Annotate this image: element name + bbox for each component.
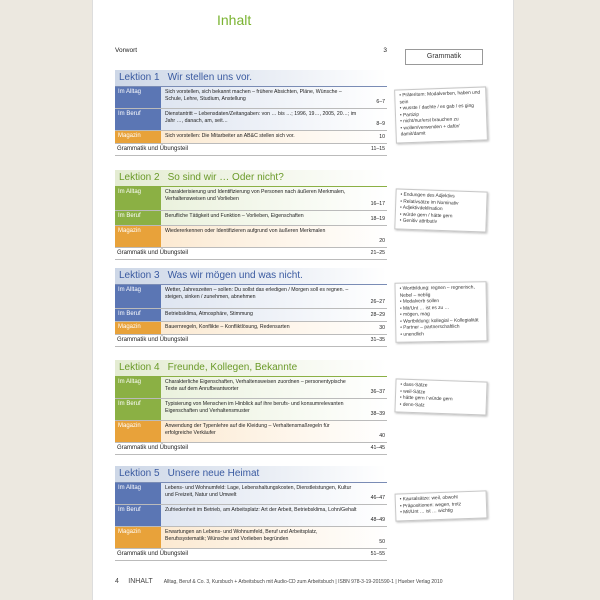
lektion-1 [115,70,387,156]
grammar-note-item: • wusste / dachte / es gab / es ging [400,104,482,113]
grammar-note-item: • Endungen des Adjektivs [400,193,482,202]
row-im-beruf[interactable] [115,109,387,131]
row-magazin[interactable] [115,527,387,549]
row-label: Im Alltag [115,87,161,108]
row-text: Grammatik und Übungsteil [117,551,189,557]
grammar-note-item: • Präpositionen: wegen, trotz [400,501,482,510]
row-page: 48–49 [370,517,385,523]
row-magazin[interactable] [115,226,387,248]
page-footer [115,578,495,585]
lektion-3 [115,268,387,347]
grammar-note-item: • Partner – partnerschaftlich [400,324,482,332]
row-im-alltag[interactable] [115,483,387,505]
row-label: Im Beruf [115,109,161,130]
row-text: Charakterliche Eigenschaften, Verhaltensweisen zuordnen – personentypische Texte auf dem Anrufbeantworter [165,379,346,392]
row-label: Im Beruf [115,211,161,225]
grammar-note-item: • Mit/Unt … ist es zu … [400,305,482,313]
grammar-note-item: • Präteritum: Modalverben, haben und sein [399,91,481,107]
row-im-alltag[interactable] [115,377,387,399]
grammar-note-item: • unendlich [400,331,482,339]
row-text: Grammatik und Übungsteil [117,146,189,152]
lektion-title: Was wir mögen und was nicht. [167,270,303,281]
row-text: Grammatik und Übungsteil [117,337,189,343]
row-page: 41–45 [370,445,385,451]
grammar-note-item: • denn-Satz [400,402,482,411]
lektion-number: Lektion 5 [119,468,160,479]
row-label: Im Alltag [115,187,161,210]
grammar-note-item: • Genitiv attributiv [399,219,481,228]
row-page: 11–15 [370,146,385,152]
vorwort-label: Vorwort [115,47,138,54]
row-im-beruf[interactable] [115,505,387,527]
row-page: 30 [379,325,385,331]
lektion-title: So sind wir … Oder nicht? [167,172,284,183]
row-text: Grammatik und Übungsteil [117,250,189,256]
grammar-note-4 [394,378,487,415]
row-label: Im Beruf [115,309,161,321]
row-label: Magazin [115,226,161,247]
row-label: Magazin [115,322,161,334]
row-text: Grammatik und Übungsteil [117,445,189,451]
row-text: Anwendung der Typenlehre auf die Kleidung – Verhaltensmaßregeln für erfolgreiche Verkäufer [165,423,330,436]
grammar-note-item: • Mit/Unt … ist … wichtig [400,508,482,517]
row-im-alltag[interactable] [115,87,387,109]
grammar-note-item: • Modalverb sollen [400,298,482,306]
row-page: 21–25 [370,250,385,256]
row-page: 40 [379,433,385,439]
row-magazin[interactable] [115,131,387,144]
lektion-header[interactable] [115,360,387,377]
row-label: Im Beruf [115,505,161,526]
lektion-title: Wir stellen uns vor. [167,72,253,83]
grammar-note-item: • nicht/nur/erst brauchen zu [400,117,482,126]
grammar-note-1 [394,86,488,143]
page-number: 4 [115,578,119,585]
grammar-note-3 [394,281,487,343]
row-magazin[interactable] [115,421,387,443]
grammar-note-item: • mögen, mag [400,311,482,319]
lektion-4 [115,360,387,455]
row-page: 31–35 [370,337,385,343]
row-text: Lebens- und Wohnumfeld: Lage, Lebenshaltungskosten, Dienstleistungen, Kultur und Freizeit, Natur und Umwelt [165,485,352,498]
row-text: Betriebsklima, Atmosphäre, Stimmung [165,311,253,317]
lektion-number: Lektion 1 [119,72,160,83]
row-text: Sich vorstellen, sich bekannt machen – frühere Absichten, Pläne, Wünsche – Schule, Lehre, Studium, Anstellung [165,89,342,102]
row-label: Magazin [115,527,161,548]
grammar-note-item: • Adjektivdeklination [400,206,482,215]
grammar-note-item: • weil-Sätze [400,389,482,398]
row-text: Berufliche Tätigkeit und Funktion – Vorlieben, Eigenschaften [165,213,304,219]
row-page: 20 [379,238,385,244]
lektion-5 [115,466,387,561]
row-text: Wiedererkennen oder Identifizieren aufgrund von äußeren Merkmalen [165,228,326,234]
row-im-alltag[interactable] [115,187,387,211]
row-label: Im Alltag [115,483,161,504]
row-text: Bauernregeln, Konflikte – Konfliktlösung, Redensarten [165,324,290,330]
row-page: 46–47 [370,495,385,501]
row-grammatik[interactable] [115,144,387,156]
credit-line: Alltag, Beruf & Co. 3, Kursbuch + Arbeitsbuch mit Audio-CD zum Arbeitsbuch | ISBN 978-3-19-201590-1 | Hueber Verlag 2010 [163,579,443,585]
grammar-note-item: • hätte gern / würde gern [400,396,482,405]
row-im-beruf[interactable] [115,309,387,322]
grammar-note-item: • Partizip [400,110,482,119]
grammar-note-item: • Relativsätze im Nominativ [400,199,482,208]
row-page: 6–7 [376,99,385,105]
grammatik-header: Grammatik [405,49,483,65]
row-im-beruf[interactable] [115,399,387,421]
row-im-beruf[interactable] [115,211,387,226]
row-page: 36–37 [370,389,385,395]
row-text: Charakterisierung und Identifizierung von Personen nach äußeren Merkmalen, Verhaltensweisen und Vorlieben [165,189,346,202]
row-page: 26–27 [370,299,385,305]
row-grammatik[interactable] [115,335,387,347]
row-page: 18–19 [370,216,385,222]
grammar-note-item: • Wortbildung: kollegial – Kollegialität [400,318,482,326]
row-text: Sich vorstellen: Die Mitarbeiter an AB&C stellen sich vor. [165,133,295,139]
lektion-header[interactable] [115,170,387,187]
lektion-header[interactable] [115,70,387,87]
lektion-2 [115,170,387,260]
grammar-note-item: • wollen/verwenden + dafür/ damit/damit [400,123,482,139]
page-title: Inhalt [217,12,252,28]
row-grammatik[interactable] [115,443,387,455]
row-page: 8–9 [376,121,385,127]
row-text: Dienstantritt – Lebensdaten/Zeitangaben: von … bis …; 1996, 19…, 2005, 20…; im Jahr …, danach, am, seit… [165,111,357,124]
row-page: 10 [379,134,385,140]
row-magazin[interactable] [115,322,387,335]
row-label: Magazin [115,131,161,143]
row-grammatik[interactable] [115,549,387,561]
document-page [92,0,514,600]
row-label: Magazin [115,421,161,442]
grammar-note-item: • dass-Sätze [400,383,482,392]
lektion-header[interactable] [115,466,387,483]
row-page: 38–39 [370,411,385,417]
row-text: Typisierung von Menschen im Hinblick auf ihre berufs- und konsumrelevanten Eigenschaften und Verhaltensmuster [165,401,344,414]
grammar-note-2 [394,188,487,232]
grammar-note-item: • Wortbildung: regnen – regnerisch, Nebel – neblig [400,285,482,299]
grammar-note-5 [395,490,488,521]
lektion-title: Unsere neue Heimat [167,468,260,479]
row-text: Zufriedenheit im Betrieb, am Arbeitsplatz: Art der Arbeit, Betriebsklima, Lohn/Gehalt [165,507,357,513]
row-page: 28–29 [370,312,385,318]
lektion-number: Lektion 3 [119,270,160,281]
row-label: Im Beruf [115,399,161,420]
lektion-number: Lektion 4 [119,362,160,373]
vorwort-page: 3 [383,47,387,54]
vorwort-entry[interactable] [115,47,387,54]
grammar-note-item: • würde gern / hätte gern [400,212,482,221]
section-label: INHALT [128,578,153,585]
lektion-header[interactable] [115,268,387,285]
lektion-number: Lektion 2 [119,172,160,183]
row-page: 16–17 [370,201,385,207]
grammar-note-item: • Kausalsätze: weil, obwohl [400,495,482,504]
row-page: 50 [379,539,385,545]
row-label: Im Alltag [115,285,161,308]
row-page: 51–55 [370,551,385,557]
lektion-title: Freunde, Kollegen, Bekannte [167,362,298,373]
row-im-alltag[interactable] [115,285,387,309]
row-label: Im Alltag [115,377,161,398]
row-text: Wetter, Jahreszeiten – sollen: Du sollst das erledigen / Morgen soll es regnen. – steigen, sinken / zunehmen, abnehmen [165,287,349,300]
row-grammatik[interactable] [115,248,387,260]
row-text: Erwartungen an Lebens- und Wohnumfeld, Beruf und Arbeitsplatz, Berufssystematik; Wünsche und Vorlieben begründen [165,529,318,542]
